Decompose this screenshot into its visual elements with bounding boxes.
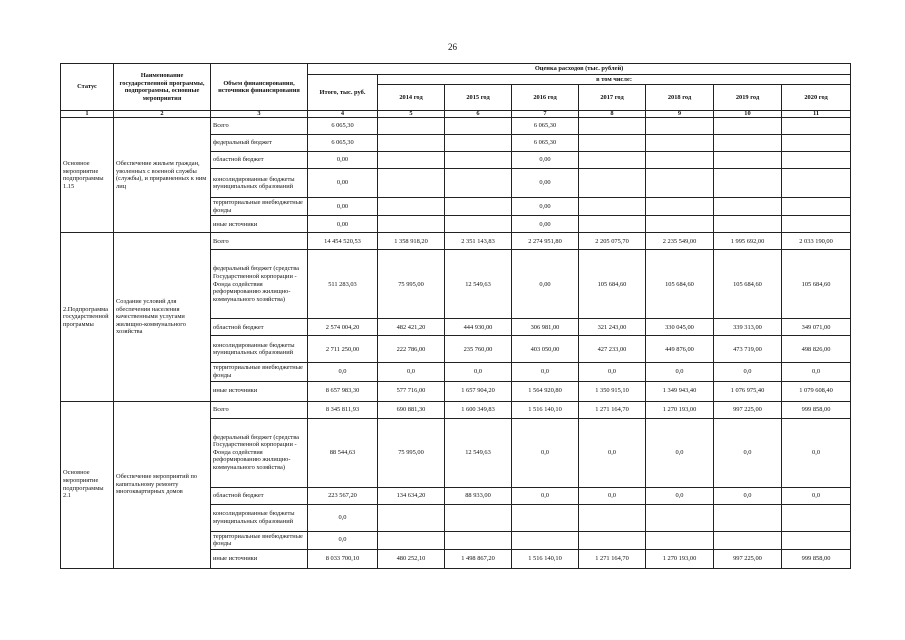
year-value-cell [378, 504, 445, 531]
column-number: 7 [512, 111, 579, 118]
column-number: 10 [714, 111, 782, 118]
year-value-cell: 306 981,00 [512, 319, 579, 336]
year-value-cell [579, 169, 646, 198]
year-value-cell: 0,0 [714, 418, 782, 487]
year-value-cell [378, 152, 445, 169]
year-value-cell: 1 516 140,10 [512, 549, 579, 568]
header-year: 2018 год [646, 85, 714, 111]
funding-source: федеральный бюджет (средства Государственной корпорации - Фонда содействия реформированию жилищно-коммунального хозяйства) [211, 418, 308, 487]
section-status: Основное мероприятие подпрограммы 1.15 [61, 118, 114, 233]
column-number: 6 [445, 111, 512, 118]
year-value-cell: 321 243,00 [579, 319, 646, 336]
year-value-cell [512, 504, 579, 531]
year-value-cell [714, 152, 782, 169]
year-value-cell: 0,0 [646, 363, 714, 381]
year-value-cell [445, 198, 512, 216]
year-value-cell: 105 684,60 [579, 250, 646, 319]
year-value-cell: 690 881,30 [378, 401, 445, 418]
year-value-cell [646, 152, 714, 169]
funding-source: Всего [211, 401, 308, 418]
year-value-cell: 1 350 915,10 [579, 381, 646, 401]
year-value-cell: 997 225,00 [714, 401, 782, 418]
funding-source: областной бюджет [211, 319, 308, 336]
total-cell: 2 574 004,20 [308, 319, 378, 336]
year-value-cell: 403 050,00 [512, 336, 579, 363]
year-value-cell: 498 826,00 [782, 336, 851, 363]
year-value-cell: 105 684,60 [646, 250, 714, 319]
year-value-cell: 0,0 [782, 487, 851, 504]
year-value-cell: 2 274 951,80 [512, 233, 579, 250]
year-value-cell: 0,00 [512, 250, 579, 319]
total-cell: 0,0 [308, 504, 378, 531]
year-value-cell: 75 995,00 [378, 418, 445, 487]
year-value-cell [646, 118, 714, 135]
total-cell: 8 657 983,30 [308, 381, 378, 401]
year-value-cell: 12 549,63 [445, 418, 512, 487]
table-body [61, 118, 851, 569]
year-value-cell: 0,0 [512, 363, 579, 381]
year-value-cell [579, 118, 646, 135]
year-value-cell: 1 657 904,20 [445, 381, 512, 401]
year-value-cell: 1 270 193,00 [646, 549, 714, 568]
year-value-cell: 105 684,60 [714, 250, 782, 319]
year-value-cell: 444 930,00 [445, 319, 512, 336]
funding-source: консолидированные бюджеты муниципальных образований [211, 169, 308, 198]
year-value-cell [579, 216, 646, 233]
year-value-cell [782, 504, 851, 531]
year-value-cell: 222 786,00 [378, 336, 445, 363]
year-value-cell [714, 531, 782, 549]
year-value-cell: 75 995,00 [378, 250, 445, 319]
header-funding: Объем финансирования, источники финансирования [211, 64, 308, 111]
column-number: 3 [211, 111, 308, 118]
year-value-cell: 349 071,00 [782, 319, 851, 336]
year-value-cell: 999 858,00 [782, 549, 851, 568]
column-number: 5 [378, 111, 445, 118]
financing-table [60, 63, 851, 569]
year-value-cell [714, 135, 782, 152]
year-value-cell [646, 504, 714, 531]
year-value-cell: 2 235 549,00 [646, 233, 714, 250]
year-value-cell: 0,0 [445, 363, 512, 381]
section-name: Создание условий для обеспечения населения качественными услугами жилищно-коммунального хозяйства [114, 233, 211, 401]
total-cell: 6 065,30 [308, 135, 378, 152]
year-value-cell: 473 719,00 [714, 336, 782, 363]
total-cell: 0,00 [308, 216, 378, 233]
year-value-cell: 0,0 [714, 487, 782, 504]
year-value-cell: 330 045,00 [646, 319, 714, 336]
year-value-cell: 0,0 [512, 487, 579, 504]
funding-source: иные источники [211, 381, 308, 401]
total-cell: 223 567,20 [308, 487, 378, 504]
funding-source: консолидированные бюджеты муниципальных образований [211, 504, 308, 531]
total-cell: 0,00 [308, 198, 378, 216]
year-value-cell: 2 205 075,70 [579, 233, 646, 250]
year-value-cell: 0,0 [579, 418, 646, 487]
year-value-cell [782, 118, 851, 135]
year-value-cell [646, 135, 714, 152]
year-value-cell: 6 065,30 [512, 118, 579, 135]
funding-source: иные источники [211, 549, 308, 568]
year-value-cell [445, 152, 512, 169]
funding-source: территориальные внебюджетные фонды [211, 198, 308, 216]
total-cell: 0,0 [308, 531, 378, 549]
total-cell: 0,0 [308, 363, 378, 381]
column-number: 11 [782, 111, 851, 118]
year-value-cell [378, 169, 445, 198]
year-value-cell: 0,0 [714, 363, 782, 381]
year-value-cell [646, 216, 714, 233]
year-value-cell: 2 351 143,83 [445, 233, 512, 250]
year-value-cell [378, 118, 445, 135]
year-value-cell [646, 198, 714, 216]
column-number: 4 [308, 111, 378, 118]
year-value-cell: 339 313,00 [714, 319, 782, 336]
header-estimate: Оценка расходов (тыс. рублей) [308, 64, 851, 75]
year-value-cell: 134 634,20 [378, 487, 445, 504]
year-value-cell: 449 876,00 [646, 336, 714, 363]
year-value-cell: 1 358 918,20 [378, 233, 445, 250]
year-value-cell: 235 760,00 [445, 336, 512, 363]
year-value-cell: 0,00 [512, 169, 579, 198]
total-cell: 0,00 [308, 169, 378, 198]
year-value-cell [782, 169, 851, 198]
year-value-cell [445, 118, 512, 135]
year-value-cell: 482 421,20 [378, 319, 445, 336]
header-year: 2016 год [512, 85, 579, 111]
funding-source: территориальные внебюджетные фонды [211, 363, 308, 381]
year-value-cell [579, 152, 646, 169]
section-name: Обеспечение жильем граждан, уволенных с военной службы (службы), и приравненных к ним лиц [114, 118, 211, 233]
year-value-cell: 1 498 867,20 [445, 549, 512, 568]
year-value-cell: 577 716,00 [378, 381, 445, 401]
year-value-cell [646, 169, 714, 198]
year-value-cell [579, 531, 646, 549]
year-value-cell: 0,0 [512, 418, 579, 487]
year-value-cell [445, 531, 512, 549]
year-value-cell: 997 225,00 [714, 549, 782, 568]
year-value-cell: 1 270 193,00 [646, 401, 714, 418]
header-year: 2020 год [782, 85, 851, 111]
header-year: 2019 год [714, 85, 782, 111]
column-number: 2 [114, 111, 211, 118]
year-value-cell [782, 531, 851, 549]
header-total: Итого, тыс. руб. [308, 74, 378, 111]
year-value-cell: 12 549,63 [445, 250, 512, 319]
year-value-cell: 0,0 [782, 363, 851, 381]
funding-source: федеральный бюджет [211, 135, 308, 152]
year-value-cell [579, 198, 646, 216]
year-value-cell: 1 516 140,10 [512, 401, 579, 418]
year-value-cell: 0,0 [782, 418, 851, 487]
year-value-cell: 1 271 164,70 [579, 401, 646, 418]
funding-source: областной бюджет [211, 152, 308, 169]
year-value-cell: 0,00 [512, 152, 579, 169]
year-value-cell [378, 135, 445, 152]
year-value-cell: 2 033 190,00 [782, 233, 851, 250]
year-value-cell: 0,00 [512, 216, 579, 233]
total-cell: 8 033 700,10 [308, 549, 378, 568]
funding-source: консолидированные бюджеты муниципальных образований [211, 336, 308, 363]
year-value-cell [512, 531, 579, 549]
year-value-cell: 0,0 [579, 363, 646, 381]
year-value-cell [782, 152, 851, 169]
funding-source: иные источники [211, 216, 308, 233]
year-value-cell: 427 233,00 [579, 336, 646, 363]
year-value-cell [782, 216, 851, 233]
year-value-cell [445, 135, 512, 152]
total-cell: 511 283,03 [308, 250, 378, 319]
column-number-row [61, 111, 851, 118]
section-status: 2.Подпрограмма государственной программы [61, 233, 114, 401]
year-value-cell: 999 858,00 [782, 401, 851, 418]
year-value-cell [714, 169, 782, 198]
year-value-cell: 6 065,30 [512, 135, 579, 152]
year-value-cell: 1 076 975,40 [714, 381, 782, 401]
year-value-cell [378, 216, 445, 233]
year-value-cell: 105 684,60 [782, 250, 851, 319]
header-year: 2015 год [445, 85, 512, 111]
funding-source: Всего [211, 233, 308, 250]
year-value-cell: 1 349 943,40 [646, 381, 714, 401]
total-cell: 14 454 520,53 [308, 233, 378, 250]
section-status: Основное мероприятие подпрограммы 2.1 [61, 401, 114, 568]
header-name: Наименование государственной программы, подпрограммы, основные мероприятия [114, 64, 211, 111]
year-value-cell [445, 504, 512, 531]
year-value-cell: 88 933,00 [445, 487, 512, 504]
year-value-cell [714, 504, 782, 531]
year-value-cell [445, 169, 512, 198]
funding-source: областной бюджет [211, 487, 308, 504]
column-number: 1 [61, 111, 114, 118]
year-value-cell [579, 135, 646, 152]
year-value-cell: 0,00 [512, 198, 579, 216]
funding-source: территориальные внебюджетные фонды [211, 531, 308, 549]
year-value-cell: 1 600 349,83 [445, 401, 512, 418]
year-value-cell: 1 079 608,40 [782, 381, 851, 401]
year-value-cell [646, 531, 714, 549]
total-cell: 6 065,30 [308, 118, 378, 135]
total-cell: 0,00 [308, 152, 378, 169]
year-value-cell [782, 135, 851, 152]
header-year: 2017 год [579, 85, 646, 111]
column-number: 9 [646, 111, 714, 118]
year-value-cell: 0,0 [646, 418, 714, 487]
year-value-cell: 1 271 164,70 [579, 549, 646, 568]
year-value-cell: 480 252,10 [378, 549, 445, 568]
header-including: в том числе: [378, 74, 851, 85]
funding-source: Всего [211, 118, 308, 135]
year-value-cell [714, 198, 782, 216]
year-value-cell: 1 564 920,80 [512, 381, 579, 401]
year-value-cell: 0,0 [646, 487, 714, 504]
year-value-cell: 1 995 692,00 [714, 233, 782, 250]
year-value-cell [714, 216, 782, 233]
year-value-cell [714, 118, 782, 135]
total-cell: 88 544,63 [308, 418, 378, 487]
funding-source: федеральный бюджет (средства Государственной корпорации - Фонда содействия реформированию жилищно-коммунального хозяйства) [211, 250, 308, 319]
column-number: 8 [579, 111, 646, 118]
year-value-cell [782, 198, 851, 216]
year-value-cell [378, 198, 445, 216]
year-value-cell [445, 216, 512, 233]
header-status: Статус [61, 64, 114, 111]
total-cell: 8 345 811,93 [308, 401, 378, 418]
table-row [61, 401, 851, 418]
year-value-cell [579, 504, 646, 531]
section-name: Обеспечение мероприятий по капитальному ремонту многоквартирных домов [114, 401, 211, 568]
header-year: 2014 год [378, 85, 445, 111]
table-row [61, 118, 851, 135]
year-value-cell: 0,0 [579, 487, 646, 504]
page-number: 26 [448, 42, 457, 52]
year-value-cell: 0,0 [378, 363, 445, 381]
year-value-cell [378, 531, 445, 549]
total-cell: 2 711 250,00 [308, 336, 378, 363]
table-row [61, 233, 851, 250]
